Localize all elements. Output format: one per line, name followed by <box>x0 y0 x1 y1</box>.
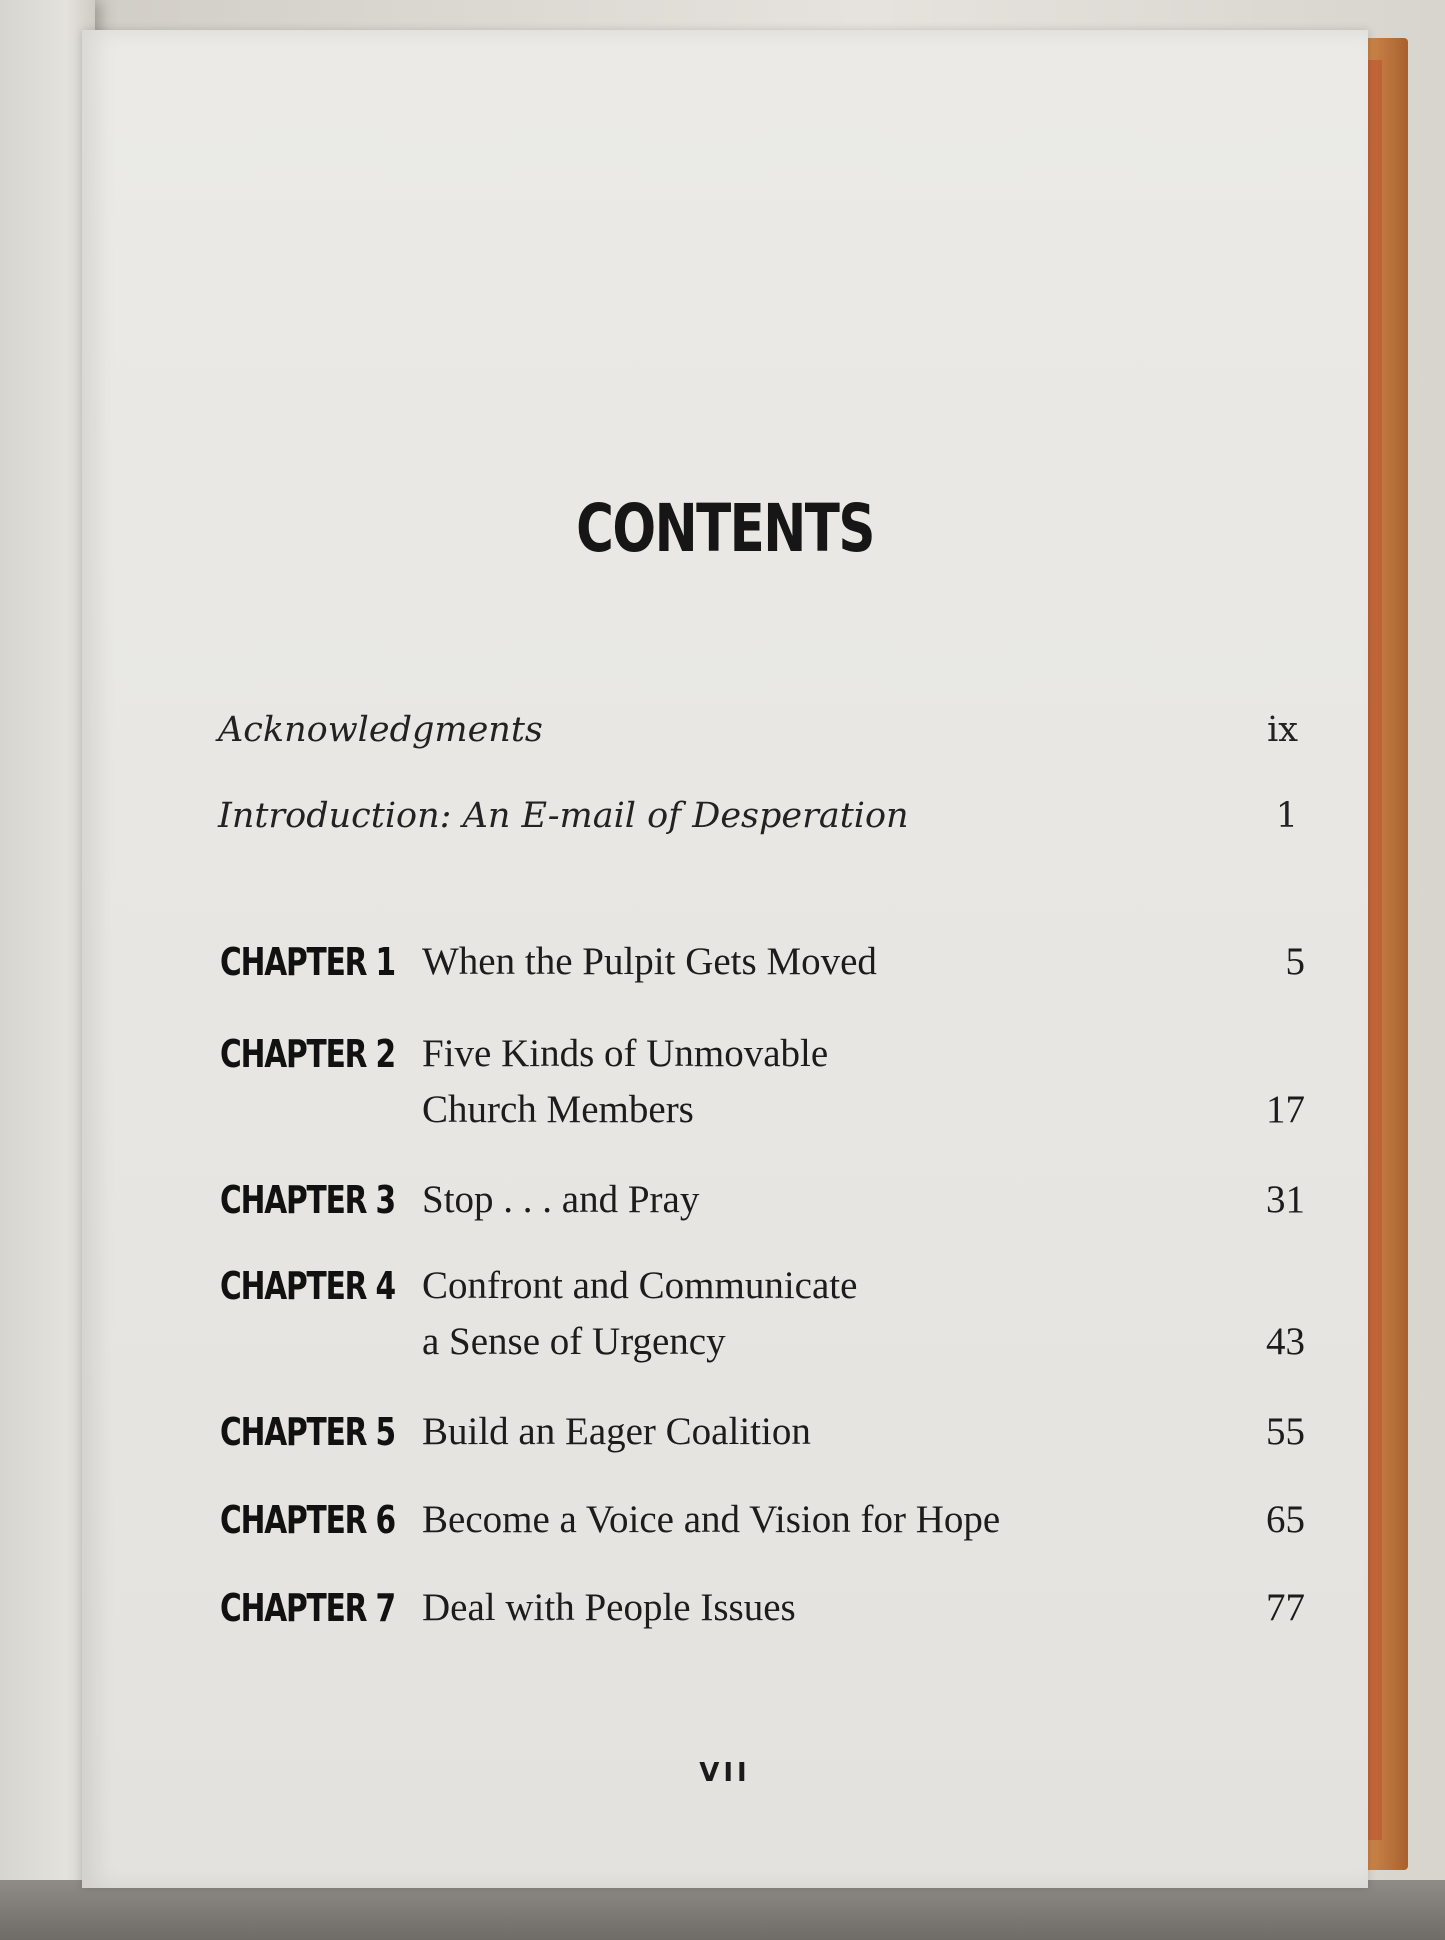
toc-chapter-3 <box>220 1172 1305 1228</box>
chapter-title-line: Become a Voice and Vision for Hope <box>422 1498 1001 1541</box>
chapter-title-line: When the Pulpit Gets Moved <box>422 940 877 983</box>
toc-entry-acknowledgments <box>218 710 1298 770</box>
chapter-page: 17 <box>1266 1088 1305 1131</box>
left-page-edge <box>0 0 95 1910</box>
chapter-title <box>422 1404 1122 1460</box>
chapter-title-line: Build an Eager Coalition <box>422 1410 811 1453</box>
toc-entry-label: Acknowledgments <box>218 710 543 750</box>
chapter-title-line: Deal with People Issues <box>422 1586 796 1629</box>
toc-chapter-5 <box>220 1404 1305 1460</box>
chapter-title <box>422 1258 1122 1370</box>
chapter-page: 31 <box>1266 1178 1305 1221</box>
toc-entry-page: ix <box>1267 710 1298 750</box>
chapter-title-line: Five Kinds of Unmovable <box>422 1032 829 1075</box>
chapter-page: 5 <box>1285 940 1305 983</box>
page-number: VII <box>699 1758 751 1788</box>
chapter-title-line: Church Members <box>422 1088 694 1131</box>
chapter-title-line: Confront and Communicate <box>422 1264 858 1307</box>
toc-chapter-1 <box>220 934 1305 990</box>
toc-chapter-6 <box>220 1492 1305 1548</box>
chapter-page: 77 <box>1266 1586 1305 1629</box>
contents-page <box>82 30 1368 1888</box>
chapter-title <box>422 1172 1122 1228</box>
chapter-label: CHAPTER 7 <box>220 1586 395 1630</box>
chapter-label: CHAPTER 6 <box>220 1498 395 1542</box>
chapter-label: CHAPTER 1 <box>220 940 395 984</box>
chapter-page: 55 <box>1266 1410 1305 1453</box>
chapter-label: CHAPTER 2 <box>220 1032 395 1076</box>
toc-chapter-7 <box>220 1580 1305 1636</box>
chapter-label: CHAPTER 3 <box>220 1178 395 1222</box>
chapter-label: CHAPTER 5 <box>220 1410 395 1454</box>
page-title: CONTENTS <box>576 490 874 567</box>
chapter-title <box>422 1026 1122 1138</box>
chapter-title-line: Stop . . . and Pray <box>422 1178 700 1221</box>
chapter-title <box>422 1580 1122 1636</box>
chapter-title-line: a Sense of Urgency <box>422 1320 726 1363</box>
chapter-title <box>422 934 1122 990</box>
bottom-shadow <box>0 1880 1445 1940</box>
toc-chapter-2 <box>220 1026 1305 1138</box>
toc-entry-introduction <box>218 796 1298 856</box>
toc-entry-page: 1 <box>1275 796 1298 836</box>
chapter-page: 65 <box>1266 1498 1305 1541</box>
chapter-page: 43 <box>1266 1320 1305 1363</box>
toc-chapter-4 <box>220 1258 1305 1370</box>
toc-entry-label: Introduction: An E-mail of Desperation <box>218 796 909 836</box>
chapter-title <box>422 1492 1122 1548</box>
chapter-label: CHAPTER 4 <box>220 1264 395 1308</box>
